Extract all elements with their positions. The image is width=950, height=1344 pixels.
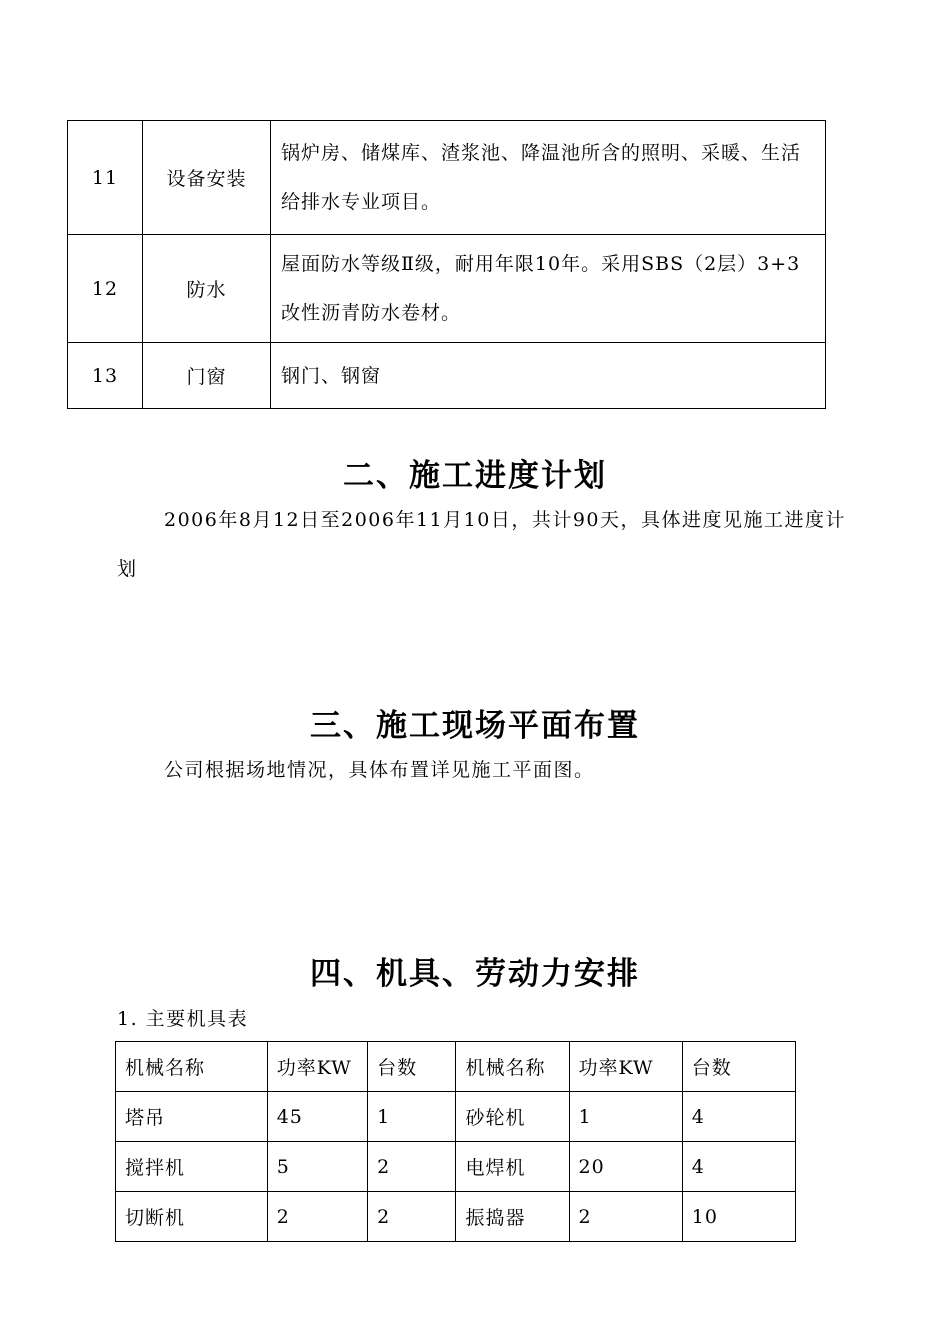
project-scope-table — [67, 120, 826, 409]
column-header: 功率KW — [267, 1042, 367, 1092]
table-cell: 搅拌机 — [116, 1142, 268, 1192]
item-name: 防水 — [143, 235, 271, 343]
table-row — [116, 1092, 796, 1142]
item-name: 门窗 — [143, 343, 271, 409]
schedule-paragraph: 2006年8月12日至2006年11月10日，共计90天，具体进度见施工进度计划 — [117, 509, 847, 580]
column-header: 机械名称 — [116, 1042, 268, 1092]
section-heading-schedule: 二、施工进度计划 — [343, 458, 607, 494]
table-cell: 砂轮机 — [456, 1092, 569, 1142]
table-cell: 1 — [368, 1092, 456, 1142]
column-header: 机械名称 — [456, 1042, 569, 1092]
table-cell: 1 — [569, 1092, 682, 1142]
table-cell: 塔吊 — [116, 1092, 268, 1142]
table-cell: 2 — [368, 1142, 456, 1192]
machinery-table — [115, 1041, 796, 1242]
table-cell: 20 — [569, 1142, 682, 1192]
table-row — [116, 1192, 796, 1242]
row-number: 12 — [68, 235, 143, 343]
table-cell: 4 — [682, 1142, 795, 1192]
table-row — [68, 235, 826, 343]
column-header: 功率KW — [569, 1042, 682, 1092]
table-cell: 2 — [569, 1192, 682, 1242]
table-cell: 2 — [368, 1192, 456, 1242]
table-cell: 10 — [682, 1192, 795, 1242]
column-header: 台数 — [368, 1042, 456, 1092]
machinery-table-caption: 1. 主要机具表 — [117, 1008, 249, 1030]
column-header: 台数 — [682, 1042, 795, 1092]
section-heading-site-layout: 三、施工现场平面布置 — [310, 708, 640, 744]
table-cell: 5 — [267, 1142, 367, 1192]
table-header-row — [116, 1042, 796, 1092]
table-row — [68, 121, 826, 235]
table-cell: 振捣器 — [456, 1192, 569, 1242]
table-row — [68, 343, 826, 409]
table-cell: 45 — [267, 1092, 367, 1142]
table-cell: 4 — [682, 1092, 795, 1142]
site-layout-paragraph: 公司根据场地情况，具体布置详见施工平面图。 — [164, 759, 595, 781]
table-cell: 切断机 — [116, 1192, 268, 1242]
table-row — [116, 1142, 796, 1192]
item-description: 钢门、钢窗 — [271, 343, 826, 409]
table-cell: 电焊机 — [456, 1142, 569, 1192]
item-name: 设备安装 — [143, 121, 271, 235]
row-number: 13 — [68, 343, 143, 409]
table-cell: 2 — [267, 1192, 367, 1242]
section-heading-machinery-labor: 四、机具、劳动力安排 — [310, 956, 640, 992]
row-number: 11 — [68, 121, 143, 235]
item-description: 屋面防水等级Ⅱ级，耐用年限10年。采用SBS（2层）3+3改性沥青防水卷材。 — [271, 235, 826, 343]
item-description: 锅炉房、储煤库、渣浆池、降温池所含的照明、采暖、生活给排水专业项目。 — [271, 121, 826, 235]
